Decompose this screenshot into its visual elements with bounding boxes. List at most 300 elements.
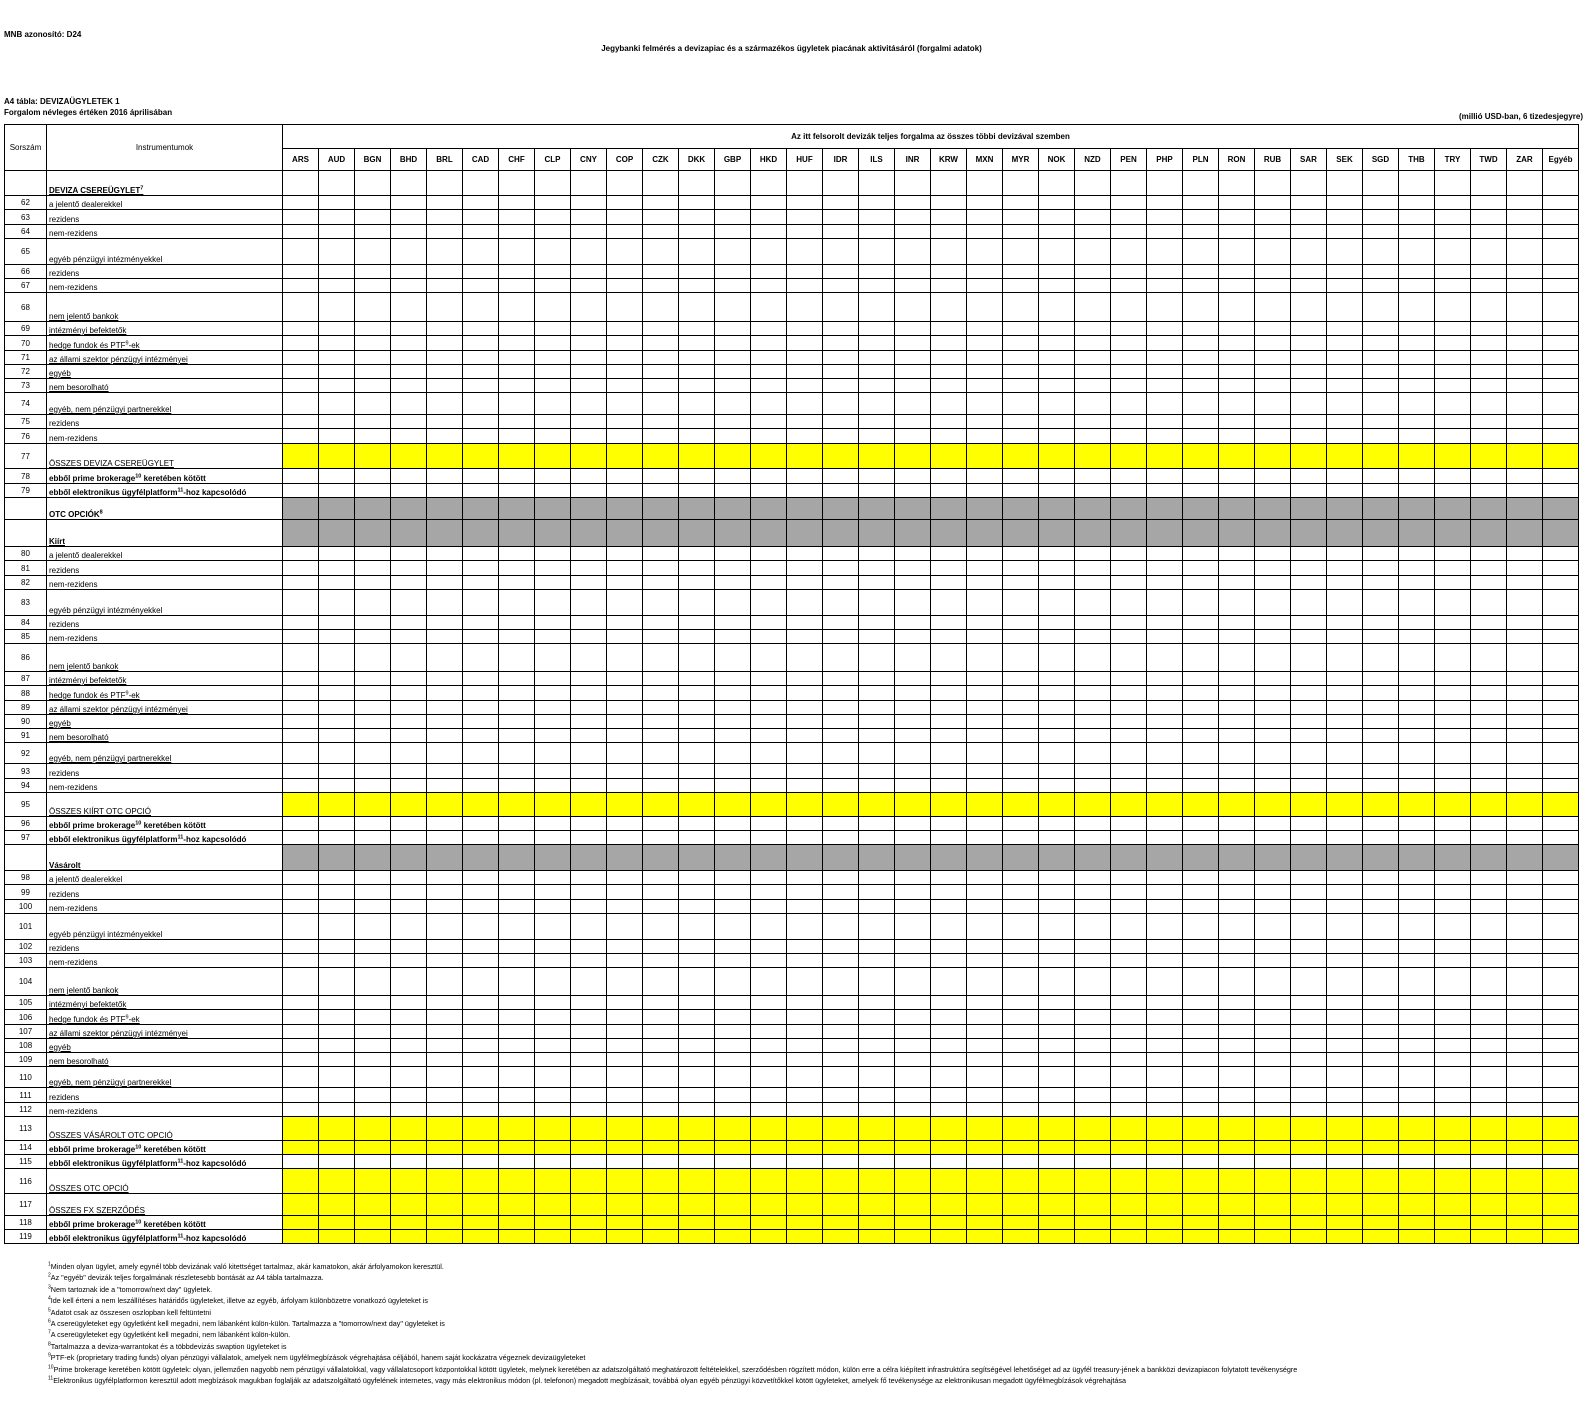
data-cell[interactable] [1147, 1169, 1183, 1194]
data-cell[interactable] [1471, 498, 1507, 520]
data-cell[interactable] [1219, 379, 1255, 393]
data-cell[interactable] [427, 279, 463, 293]
data-cell[interactable] [319, 379, 355, 393]
data-cell[interactable] [1435, 1088, 1471, 1103]
data-cell[interactable] [1183, 429, 1219, 444]
data-cell[interactable] [1507, 576, 1543, 590]
data-cell[interactable] [823, 239, 859, 265]
data-cell[interactable] [1255, 743, 1291, 764]
data-cell[interactable] [1399, 1141, 1435, 1155]
data-cell[interactable] [571, 954, 607, 968]
data-cell[interactable] [715, 415, 751, 429]
data-cell[interactable] [1255, 576, 1291, 590]
data-cell[interactable] [319, 779, 355, 793]
data-cell[interactable] [1147, 1010, 1183, 1025]
data-cell[interactable] [355, 1155, 391, 1169]
data-cell[interactable] [1327, 415, 1363, 429]
data-cell[interactable] [1147, 996, 1183, 1010]
data-cell[interactable] [283, 1117, 319, 1141]
data-cell[interactable] [1507, 225, 1543, 239]
data-cell[interactable] [1183, 1194, 1219, 1216]
data-cell[interactable] [1507, 379, 1543, 393]
data-cell[interactable] [1111, 484, 1147, 498]
data-cell[interactable] [931, 498, 967, 520]
data-cell[interactable] [1363, 817, 1399, 831]
data-cell[interactable] [1543, 743, 1579, 764]
data-cell[interactable] [1327, 996, 1363, 1010]
data-cell[interactable] [391, 210, 427, 225]
data-cell[interactable] [355, 393, 391, 415]
data-cell[interactable] [1219, 498, 1255, 520]
data-cell[interactable] [355, 1216, 391, 1230]
data-cell[interactable] [355, 686, 391, 701]
data-cell[interactable] [859, 279, 895, 293]
data-cell[interactable] [1471, 1141, 1507, 1155]
data-cell[interactable] [859, 845, 895, 871]
data-cell[interactable] [823, 793, 859, 817]
data-cell[interactable] [1003, 914, 1039, 940]
data-cell[interactable] [499, 672, 535, 686]
data-cell[interactable] [1039, 520, 1075, 547]
data-cell[interactable] [427, 1039, 463, 1053]
data-cell[interactable] [1507, 743, 1543, 764]
data-cell[interactable] [787, 1141, 823, 1155]
data-cell[interactable] [1075, 351, 1111, 365]
data-cell[interactable] [1039, 1067, 1075, 1088]
data-cell[interactable] [751, 444, 787, 469]
data-cell[interactable] [1147, 1216, 1183, 1230]
data-cell[interactable] [1039, 845, 1075, 871]
data-cell[interactable] [1111, 590, 1147, 616]
data-cell[interactable] [319, 940, 355, 954]
data-cell[interactable] [1471, 1230, 1507, 1244]
data-cell[interactable] [535, 1025, 571, 1039]
data-cell[interactable] [283, 210, 319, 225]
data-cell[interactable] [1183, 644, 1219, 672]
data-cell[interactable] [1183, 351, 1219, 365]
data-cell[interactable] [1471, 1053, 1507, 1067]
data-cell[interactable] [751, 1067, 787, 1088]
data-cell[interactable] [535, 1088, 571, 1103]
data-cell[interactable] [1543, 900, 1579, 914]
data-cell[interactable] [1111, 885, 1147, 900]
data-cell[interactable] [1255, 171, 1291, 196]
data-cell[interactable] [1039, 831, 1075, 845]
data-cell[interactable] [967, 1141, 1003, 1155]
data-cell[interactable] [1507, 1088, 1543, 1103]
data-cell[interactable] [643, 817, 679, 831]
data-cell[interactable] [715, 576, 751, 590]
data-cell[interactable] [463, 1039, 499, 1053]
data-cell[interactable] [679, 817, 715, 831]
data-cell[interactable] [895, 484, 931, 498]
data-cell[interactable] [1471, 672, 1507, 686]
data-cell[interactable] [751, 1141, 787, 1155]
data-cell[interactable] [715, 914, 751, 940]
data-cell[interactable] [1255, 415, 1291, 429]
data-cell[interactable] [463, 764, 499, 779]
data-cell[interactable] [1435, 845, 1471, 871]
data-cell[interactable] [823, 831, 859, 845]
data-cell[interactable] [715, 1025, 751, 1039]
data-cell[interactable] [751, 547, 787, 561]
data-cell[interactable] [463, 171, 499, 196]
data-cell[interactable] [895, 1169, 931, 1194]
data-cell[interactable] [1219, 914, 1255, 940]
data-cell[interactable] [643, 630, 679, 644]
data-cell[interactable] [391, 469, 427, 484]
data-cell[interactable] [1471, 996, 1507, 1010]
data-cell[interactable] [751, 885, 787, 900]
data-cell[interactable] [679, 831, 715, 845]
data-cell[interactable] [1147, 279, 1183, 293]
data-cell[interactable] [1003, 1067, 1039, 1088]
data-cell[interactable] [607, 498, 643, 520]
data-cell[interactable] [967, 547, 1003, 561]
data-cell[interactable] [391, 672, 427, 686]
data-cell[interactable] [1291, 322, 1327, 336]
data-cell[interactable] [1111, 817, 1147, 831]
data-cell[interactable] [283, 845, 319, 871]
data-cell[interactable] [931, 644, 967, 672]
data-cell[interactable] [931, 885, 967, 900]
data-cell[interactable] [751, 1169, 787, 1194]
data-cell[interactable] [715, 968, 751, 996]
data-cell[interactable] [319, 279, 355, 293]
data-cell[interactable] [355, 817, 391, 831]
data-cell[interactable] [1363, 996, 1399, 1010]
data-cell[interactable] [319, 644, 355, 672]
data-cell[interactable] [535, 871, 571, 885]
data-cell[interactable] [1219, 1025, 1255, 1039]
data-cell[interactable] [1435, 520, 1471, 547]
data-cell[interactable] [1543, 484, 1579, 498]
data-cell[interactable] [715, 547, 751, 561]
data-cell[interactable] [535, 293, 571, 322]
data-cell[interactable] [931, 429, 967, 444]
data-cell[interactable] [427, 171, 463, 196]
data-cell[interactable] [1507, 831, 1543, 845]
data-cell[interactable] [1363, 630, 1399, 644]
data-cell[interactable] [607, 293, 643, 322]
data-cell[interactable] [355, 1010, 391, 1025]
data-cell[interactable] [571, 1117, 607, 1141]
data-cell[interactable] [643, 715, 679, 729]
data-cell[interactable] [391, 968, 427, 996]
data-cell[interactable] [931, 1025, 967, 1039]
data-cell[interactable] [751, 1194, 787, 1216]
data-cell[interactable] [1075, 1117, 1111, 1141]
data-cell[interactable] [1471, 365, 1507, 379]
data-cell[interactable] [1327, 729, 1363, 743]
data-cell[interactable] [859, 743, 895, 764]
data-cell[interactable] [1147, 900, 1183, 914]
data-cell[interactable] [427, 393, 463, 415]
data-cell[interactable] [1183, 900, 1219, 914]
data-cell[interactable] [1363, 1230, 1399, 1244]
data-cell[interactable] [355, 845, 391, 871]
data-cell[interactable] [1363, 415, 1399, 429]
data-cell[interactable] [1363, 1194, 1399, 1216]
data-cell[interactable] [1183, 701, 1219, 715]
data-cell[interactable] [1507, 817, 1543, 831]
data-cell[interactable] [931, 196, 967, 210]
data-cell[interactable] [1255, 469, 1291, 484]
data-cell[interactable] [1219, 590, 1255, 616]
data-cell[interactable] [679, 900, 715, 914]
data-cell[interactable] [463, 954, 499, 968]
data-cell[interactable] [679, 351, 715, 365]
data-cell[interactable] [1543, 239, 1579, 265]
data-cell[interactable] [1183, 914, 1219, 940]
data-cell[interactable] [1183, 576, 1219, 590]
data-cell[interactable] [1147, 644, 1183, 672]
data-cell[interactable] [787, 1067, 823, 1088]
data-cell[interactable] [1399, 210, 1435, 225]
data-cell[interactable] [1399, 644, 1435, 672]
data-cell[interactable] [1327, 322, 1363, 336]
data-cell[interactable] [1111, 379, 1147, 393]
data-cell[interactable] [787, 365, 823, 379]
data-cell[interactable] [1399, 940, 1435, 954]
data-cell[interactable] [319, 817, 355, 831]
data-cell[interactable] [427, 817, 463, 831]
data-cell[interactable] [391, 996, 427, 1010]
data-cell[interactable] [1003, 968, 1039, 996]
data-cell[interactable] [427, 764, 463, 779]
data-cell[interactable] [499, 954, 535, 968]
data-cell[interactable] [535, 429, 571, 444]
data-cell[interactable] [967, 871, 1003, 885]
data-cell[interactable] [1327, 351, 1363, 365]
data-cell[interactable] [1291, 576, 1327, 590]
data-cell[interactable] [1507, 322, 1543, 336]
data-cell[interactable] [1255, 817, 1291, 831]
data-cell[interactable] [427, 365, 463, 379]
data-cell[interactable] [463, 817, 499, 831]
data-cell[interactable] [283, 279, 319, 293]
data-cell[interactable] [1075, 1103, 1111, 1117]
data-cell[interactable] [1291, 265, 1327, 279]
data-cell[interactable] [391, 415, 427, 429]
data-cell[interactable] [715, 1103, 751, 1117]
data-cell[interactable] [391, 576, 427, 590]
data-cell[interactable] [1039, 686, 1075, 701]
data-cell[interactable] [1291, 1025, 1327, 1039]
data-cell[interactable] [571, 415, 607, 429]
data-cell[interactable] [1399, 996, 1435, 1010]
data-cell[interactable] [643, 196, 679, 210]
data-cell[interactable] [1471, 845, 1507, 871]
data-cell[interactable] [1435, 644, 1471, 672]
data-cell[interactable] [1219, 429, 1255, 444]
data-cell[interactable] [931, 210, 967, 225]
data-cell[interactable] [1291, 885, 1327, 900]
data-cell[interactable] [1507, 336, 1543, 351]
data-cell[interactable] [679, 1169, 715, 1194]
data-cell[interactable] [535, 365, 571, 379]
data-cell[interactable] [427, 1088, 463, 1103]
data-cell[interactable] [1111, 429, 1147, 444]
data-cell[interactable] [283, 1230, 319, 1244]
data-cell[interactable] [1255, 729, 1291, 743]
data-cell[interactable] [319, 1088, 355, 1103]
data-cell[interactable] [1507, 954, 1543, 968]
data-cell[interactable] [1327, 1010, 1363, 1025]
data-cell[interactable] [1471, 576, 1507, 590]
data-cell[interactable] [1003, 940, 1039, 954]
data-cell[interactable] [283, 1039, 319, 1053]
data-cell[interactable] [1363, 498, 1399, 520]
data-cell[interactable] [895, 701, 931, 715]
data-cell[interactable] [1435, 940, 1471, 954]
data-cell[interactable] [1363, 429, 1399, 444]
data-cell[interactable] [643, 1067, 679, 1088]
data-cell[interactable] [535, 1155, 571, 1169]
data-cell[interactable] [499, 817, 535, 831]
data-cell[interactable] [967, 239, 1003, 265]
data-cell[interactable] [535, 590, 571, 616]
data-cell[interactable] [1291, 196, 1327, 210]
data-cell[interactable] [931, 729, 967, 743]
data-cell[interactable] [499, 729, 535, 743]
data-cell[interactable] [1291, 1230, 1327, 1244]
data-cell[interactable] [895, 379, 931, 393]
data-cell[interactable] [535, 644, 571, 672]
data-cell[interactable] [859, 265, 895, 279]
data-cell[interactable] [1435, 576, 1471, 590]
data-cell[interactable] [463, 715, 499, 729]
data-cell[interactable] [1039, 444, 1075, 469]
data-cell[interactable] [1291, 379, 1327, 393]
data-cell[interactable] [1291, 365, 1327, 379]
data-cell[interactable] [1003, 561, 1039, 576]
data-cell[interactable] [1291, 729, 1327, 743]
data-cell[interactable] [319, 1067, 355, 1088]
data-cell[interactable] [463, 644, 499, 672]
data-cell[interactable] [1543, 469, 1579, 484]
data-cell[interactable] [571, 444, 607, 469]
data-cell[interactable] [823, 336, 859, 351]
data-cell[interactable] [679, 171, 715, 196]
data-cell[interactable] [1507, 1010, 1543, 1025]
data-cell[interactable] [499, 764, 535, 779]
data-cell[interactable] [535, 831, 571, 845]
data-cell[interactable] [571, 1010, 607, 1025]
data-cell[interactable] [895, 900, 931, 914]
data-cell[interactable] [1543, 996, 1579, 1010]
data-cell[interactable] [463, 469, 499, 484]
data-cell[interactable] [1291, 701, 1327, 715]
data-cell[interactable] [1003, 239, 1039, 265]
data-cell[interactable] [859, 940, 895, 954]
data-cell[interactable] [751, 900, 787, 914]
data-cell[interactable] [1507, 630, 1543, 644]
data-cell[interactable] [1183, 469, 1219, 484]
data-cell[interactable] [679, 954, 715, 968]
data-cell[interactable] [1183, 996, 1219, 1010]
data-cell[interactable] [751, 484, 787, 498]
data-cell[interactable] [607, 576, 643, 590]
data-cell[interactable] [1111, 444, 1147, 469]
data-cell[interactable] [931, 793, 967, 817]
data-cell[interactable] [1219, 293, 1255, 322]
data-cell[interactable] [715, 686, 751, 701]
data-cell[interactable] [1147, 561, 1183, 576]
data-cell[interactable] [643, 429, 679, 444]
data-cell[interactable] [1039, 1103, 1075, 1117]
data-cell[interactable] [751, 590, 787, 616]
data-cell[interactable] [427, 210, 463, 225]
data-cell[interactable] [1003, 686, 1039, 701]
data-cell[interactable] [859, 1010, 895, 1025]
data-cell[interactable] [1147, 940, 1183, 954]
data-cell[interactable] [391, 644, 427, 672]
data-cell[interactable] [1399, 265, 1435, 279]
data-cell[interactable] [1219, 686, 1255, 701]
data-cell[interactable] [679, 871, 715, 885]
data-cell[interactable] [1111, 996, 1147, 1010]
data-cell[interactable] [1255, 365, 1291, 379]
data-cell[interactable] [391, 954, 427, 968]
data-cell[interactable] [1147, 444, 1183, 469]
data-cell[interactable] [823, 444, 859, 469]
data-cell[interactable] [751, 336, 787, 351]
data-cell[interactable] [1435, 701, 1471, 715]
data-cell[interactable] [1255, 1117, 1291, 1141]
data-cell[interactable] [607, 996, 643, 1010]
data-cell[interactable] [1435, 469, 1471, 484]
data-cell[interactable] [1075, 210, 1111, 225]
data-cell[interactable] [715, 1010, 751, 1025]
data-cell[interactable] [1075, 484, 1111, 498]
data-cell[interactable] [391, 1230, 427, 1244]
data-cell[interactable] [1039, 1169, 1075, 1194]
data-cell[interactable] [931, 171, 967, 196]
data-cell[interactable] [535, 885, 571, 900]
data-cell[interactable] [643, 1194, 679, 1216]
data-cell[interactable] [1039, 1117, 1075, 1141]
data-cell[interactable] [895, 672, 931, 686]
data-cell[interactable] [283, 351, 319, 365]
data-cell[interactable] [787, 171, 823, 196]
data-cell[interactable] [895, 547, 931, 561]
data-cell[interactable] [751, 520, 787, 547]
data-cell[interactable] [859, 729, 895, 743]
data-cell[interactable] [679, 940, 715, 954]
data-cell[interactable] [787, 743, 823, 764]
data-cell[interactable] [1291, 616, 1327, 630]
data-cell[interactable] [1435, 210, 1471, 225]
data-cell[interactable] [1147, 336, 1183, 351]
data-cell[interactable] [1255, 630, 1291, 644]
data-cell[interactable] [319, 885, 355, 900]
data-cell[interactable] [1363, 210, 1399, 225]
data-cell[interactable] [463, 1010, 499, 1025]
data-cell[interactable] [535, 1117, 571, 1141]
data-cell[interactable] [823, 1067, 859, 1088]
data-cell[interactable] [751, 1117, 787, 1141]
data-cell[interactable] [607, 1010, 643, 1025]
data-cell[interactable] [1399, 239, 1435, 265]
data-cell[interactable] [859, 379, 895, 393]
data-cell[interactable] [1399, 393, 1435, 415]
data-cell[interactable] [1543, 686, 1579, 701]
data-cell[interactable] [319, 616, 355, 630]
data-cell[interactable] [787, 547, 823, 561]
data-cell[interactable] [859, 1067, 895, 1088]
data-cell[interactable] [967, 1230, 1003, 1244]
